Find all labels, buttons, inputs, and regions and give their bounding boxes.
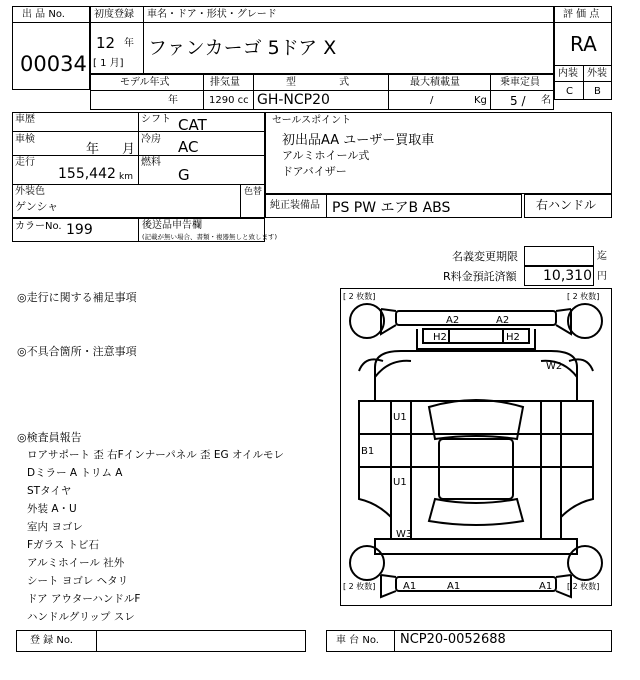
sales-point-2: アルミホイール式 bbox=[282, 149, 370, 162]
inspector-line-6: Fガラス トビ石 bbox=[27, 539, 100, 551]
model-year-label: モデル年式 bbox=[120, 77, 170, 88]
color-no: 199 bbox=[66, 222, 93, 238]
corner-label-br: [ 2 枚数] bbox=[567, 582, 600, 591]
first-reg-label: 初度登録 bbox=[94, 9, 134, 20]
inspector-label: ◎検査員報告 bbox=[17, 431, 82, 444]
chassis-label: 車 台 No. bbox=[336, 635, 379, 646]
mark-rear-left: A1 bbox=[403, 581, 417, 592]
chassis-no: NCP20-0052688 bbox=[400, 632, 506, 647]
mark-right-fender: W2 bbox=[546, 361, 563, 372]
driving-notes-label: ◎走行に関する補足事項 bbox=[17, 291, 137, 304]
recycle-label: R料金預託済額 bbox=[443, 270, 517, 283]
inspector-line-9: ドア アウターハンドルF bbox=[27, 593, 141, 605]
mark-headlight-right: H2 bbox=[506, 332, 520, 343]
equipment-value: PS PW エアB ABS bbox=[332, 200, 451, 216]
fuel-label: 燃料 bbox=[141, 157, 161, 168]
inspection-month: 月 bbox=[122, 142, 136, 157]
mileage-unit: km bbox=[119, 172, 133, 182]
reg-no-label: 登 録 No. bbox=[30, 635, 73, 646]
car-outline-svg bbox=[341, 289, 611, 605]
mileage: 155,442 bbox=[58, 166, 116, 182]
mark-front-left: A2 bbox=[446, 315, 460, 326]
shift-value: CAT bbox=[178, 116, 207, 134]
max-load-label: 最大積載量 bbox=[410, 77, 460, 88]
docs-note: (記載が無い場合、書類・複器無しと致します) bbox=[142, 233, 278, 241]
inspector-line-3: STタイヤ bbox=[27, 485, 72, 497]
mark-front-right: A2 bbox=[496, 315, 510, 326]
color-no-label: カラーNo. bbox=[15, 221, 62, 232]
inspector-line-4: 外装 A・U bbox=[27, 503, 77, 515]
lot-no: 00034 bbox=[20, 52, 87, 76]
fuel-value: G bbox=[178, 166, 190, 184]
recycle-value: 10,310 bbox=[543, 268, 592, 284]
inspector-line-2: Dミラー A トリム A bbox=[27, 467, 123, 479]
steering-value: 右ハンドル bbox=[536, 198, 597, 212]
score-label: 評 価 点 bbox=[563, 9, 600, 20]
mileage-label: 走行 bbox=[15, 157, 35, 168]
first-reg-year: 12 bbox=[96, 34, 116, 52]
corner-label-tr: [ 2 枚数] bbox=[567, 292, 600, 301]
lot-no-label: 出 品 No. bbox=[22, 9, 65, 20]
color-value: ゲンシャ bbox=[15, 200, 59, 213]
capacity-label: 乗車定員 bbox=[500, 77, 540, 88]
damage-diagram bbox=[340, 288, 612, 606]
score-value: RA bbox=[570, 32, 597, 56]
car-name-label: 車名・ドア・形状・グレード bbox=[147, 9, 277, 20]
defects-label: ◎不具合箇所・注意事項 bbox=[17, 345, 137, 358]
ac-label: 冷房 bbox=[141, 134, 161, 145]
recycle-unit: 円 bbox=[597, 271, 607, 282]
mark-left-rear-door: U1 bbox=[393, 477, 407, 488]
displacement: 1290 cc bbox=[209, 95, 249, 106]
mark-left-front-door: U1 bbox=[393, 412, 407, 423]
mark-left-quarter: W3 bbox=[396, 529, 413, 540]
mark-rear-right: A1 bbox=[539, 581, 553, 592]
model-year-unit: 年 bbox=[168, 95, 178, 106]
mark-headlight-left: H2 bbox=[433, 332, 447, 343]
history-label: 車歴 bbox=[15, 114, 35, 125]
inspector-line-7: アルミホイール 社外 bbox=[27, 557, 125, 569]
sales-point-3: ドアバイザー bbox=[282, 165, 347, 178]
inspector-line-8: シート ヨゴレ ヘタリ bbox=[27, 575, 129, 587]
inspection-label: 車検 bbox=[15, 134, 35, 145]
mark-left-sill: B1 bbox=[361, 446, 375, 457]
capacity-value: 5 / bbox=[510, 94, 526, 108]
ac-value: AC bbox=[178, 138, 199, 156]
type-label: 型 式 bbox=[286, 77, 350, 88]
interior-grade: C bbox=[566, 86, 573, 97]
exterior-grade: B bbox=[594, 86, 601, 97]
name-change-unit: 迄 bbox=[597, 251, 607, 262]
color-label: 外装色 bbox=[15, 186, 45, 197]
exterior-label: 外装 bbox=[587, 68, 607, 79]
interior-label: 内装 bbox=[558, 68, 578, 79]
name-change-box bbox=[524, 246, 594, 266]
first-reg-year-unit: 年 bbox=[124, 38, 134, 49]
model-type: GH-NCP20 bbox=[257, 92, 330, 108]
max-load-slash: / bbox=[430, 95, 434, 106]
sales-point-1: 初出品AA ユーザー買取車 bbox=[282, 133, 435, 148]
name-change-label: 名義変更期限 bbox=[452, 250, 518, 263]
sales-points-label: セールスポイント bbox=[272, 115, 352, 126]
max-load-unit: Kg bbox=[474, 95, 487, 106]
inspection-year: 年 bbox=[86, 142, 100, 157]
shift-label: シフト bbox=[141, 114, 171, 125]
inspector-line-10: ハンドルグリップ スレ bbox=[27, 611, 135, 623]
color-change-label: 色替 bbox=[244, 187, 263, 197]
car-name: ファンカーゴ 5ドア X bbox=[148, 37, 337, 59]
capacity-unit: 名 bbox=[541, 95, 551, 106]
corner-label-tl: [ 2 枚数] bbox=[343, 292, 376, 301]
equipment-label: 純正装備品 bbox=[270, 200, 320, 211]
docs-label: 後送品申告欄 bbox=[142, 220, 202, 231]
displacement-label: 排気量 bbox=[210, 77, 240, 88]
corner-label-bl: [ 2 枚数] bbox=[343, 582, 376, 591]
mark-rear-center: A1 bbox=[447, 581, 461, 592]
inspector-line-5: 室内 ヨゴレ bbox=[27, 521, 83, 533]
first-reg-month: [ 1 月] bbox=[93, 58, 124, 69]
inspector-line-1: ロアサポート 歪 右Fインナーパネル 歪 EG オイルモレ bbox=[27, 449, 284, 461]
